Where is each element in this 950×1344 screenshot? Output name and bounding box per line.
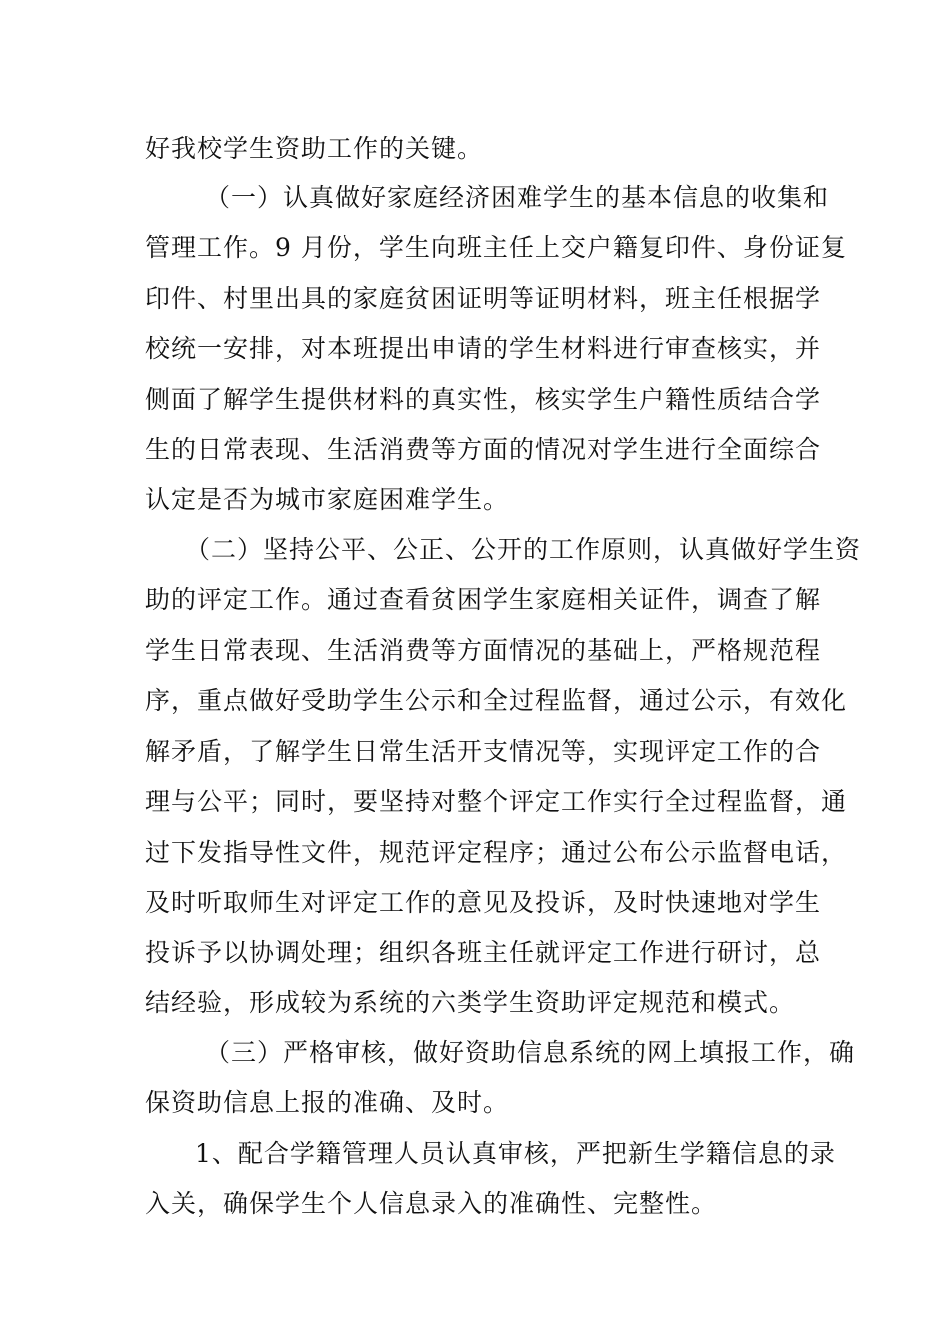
section-heading-2: （二）坚持公平、公正、公开的工作原则，认真做好学生资 (185, 535, 862, 564)
text-line: 结经验，形成较为系统的六类学生资助评定规范和模式。 (145, 988, 796, 1017)
text-line: 好我校学生资助工作的关键。 (145, 134, 484, 163)
text-line: 过下发指导性文件，规范评定程序；通过公布公示监督电话， (145, 838, 848, 867)
section-heading-3: （三）严格审核，做好资助信息系统的网上填报工作，确 (205, 1038, 856, 1067)
text-line: 校统一安排，对本班提出申请的学生材料进行审查核实，并 (145, 334, 822, 363)
text-line: 管理工作。9 月份，学生向班主任上交户籍复印件、身份证复 (145, 233, 847, 262)
numbered-item-1: 1、配合学籍管理人员认真审核，严把新生学籍信息的录 (195, 1139, 836, 1168)
text-line: 及时听取师生对评定工作的意见及投诉，及时快速地对学生 (145, 888, 822, 917)
text-line: 序，重点做好受助学生公示和全过程监督，通过公示，有效化 (145, 686, 848, 715)
text-line: 投诉予以协调处理；组织各班主任就评定工作进行研讨，总 (145, 938, 822, 967)
text-line: 入关，确保学生个人信息录入的准确性、完整性。 (145, 1189, 718, 1218)
text-line: 印件、村里出具的家庭贫困证明等证明材料，班主任根据学 (145, 284, 822, 313)
text-line: 学生日常表现、生活消费等方面情况的基础上，严格规范程 (145, 636, 822, 665)
section-heading-1: （一）认真做好家庭经济困难学生的基本信息的收集和 (205, 183, 830, 212)
text-line: 认定是否为城市家庭困难学生。 (145, 485, 510, 514)
text-line: 助的评定工作。通过查看贫困学生家庭相关证件，调查了解 (145, 585, 822, 614)
text-line: 保资助信息上报的准确、及时。 (145, 1088, 510, 1117)
text-line: 理与公平；同时，要坚持对整个评定工作实行全过程监督，通 (145, 787, 848, 816)
text-line: 生的日常表现、生活消费等方面的情况对学生进行全面综合 (145, 435, 822, 464)
text-line: 侧面了解学生提供材料的真实性，核实学生户籍性质结合学 (145, 385, 822, 414)
text-line: 解矛盾，了解学生日常生活开支情况等，实现评定工作的合 (145, 737, 822, 766)
